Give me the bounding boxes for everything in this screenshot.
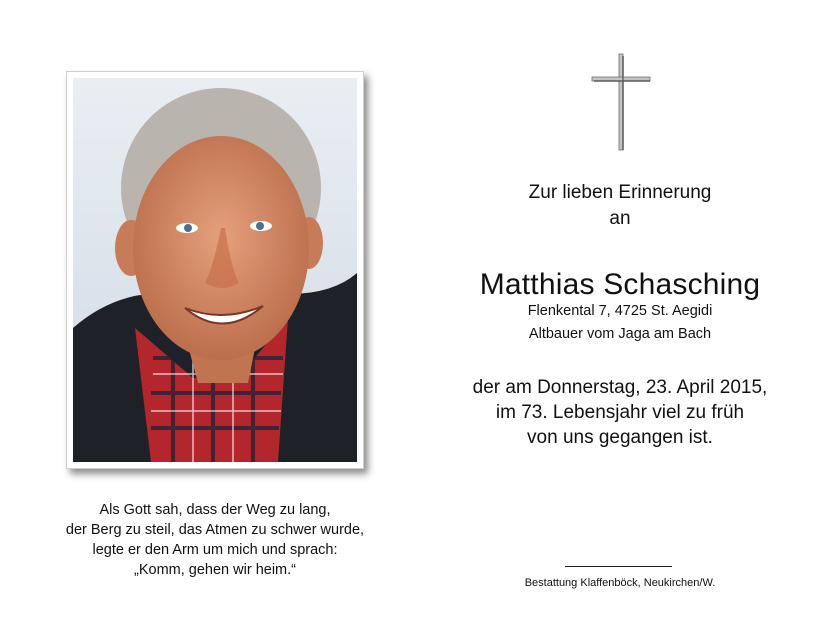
poem-line: Als Gott sah, dass der Weg zu lang, bbox=[99, 502, 331, 518]
death-notice bbox=[440, 375, 800, 450]
portrait-photo bbox=[73, 78, 357, 462]
death-line-3: von uns gegangen ist. bbox=[527, 427, 713, 448]
poem bbox=[30, 500, 400, 580]
intro-line-1: Zur lieben Erinnerung bbox=[528, 182, 712, 203]
cross-icon bbox=[588, 52, 654, 152]
deceased-address: Flenkental 7, 4725 St. Aegidi bbox=[527, 303, 713, 319]
memorial-intro bbox=[440, 180, 800, 232]
undertaker-credit: Bestattung Klaffenböck, Neukirchen/W. bbox=[524, 577, 716, 589]
intro-line-2: an bbox=[609, 208, 631, 229]
portrait-frame bbox=[66, 71, 364, 469]
poem-line: legte er den Arm um mich und sprach: bbox=[92, 542, 338, 558]
poem-line: „Komm, gehen wir heim.“ bbox=[134, 562, 296, 578]
portrait-illustration bbox=[73, 78, 357, 462]
signature-divider bbox=[565, 566, 672, 567]
poem-line: der Berg zu steil, das Atmen zu schwer wurde, bbox=[65, 522, 365, 538]
death-line-2: im 73. Lebensjahr viel zu früh bbox=[495, 402, 745, 423]
deceased-occupation: Altbauer vom Jaga am Bach bbox=[528, 326, 712, 342]
deceased-name: Matthias Schasching bbox=[479, 268, 761, 301]
death-line-1: der am Donnerstag, 23. April 2015, bbox=[472, 377, 768, 398]
